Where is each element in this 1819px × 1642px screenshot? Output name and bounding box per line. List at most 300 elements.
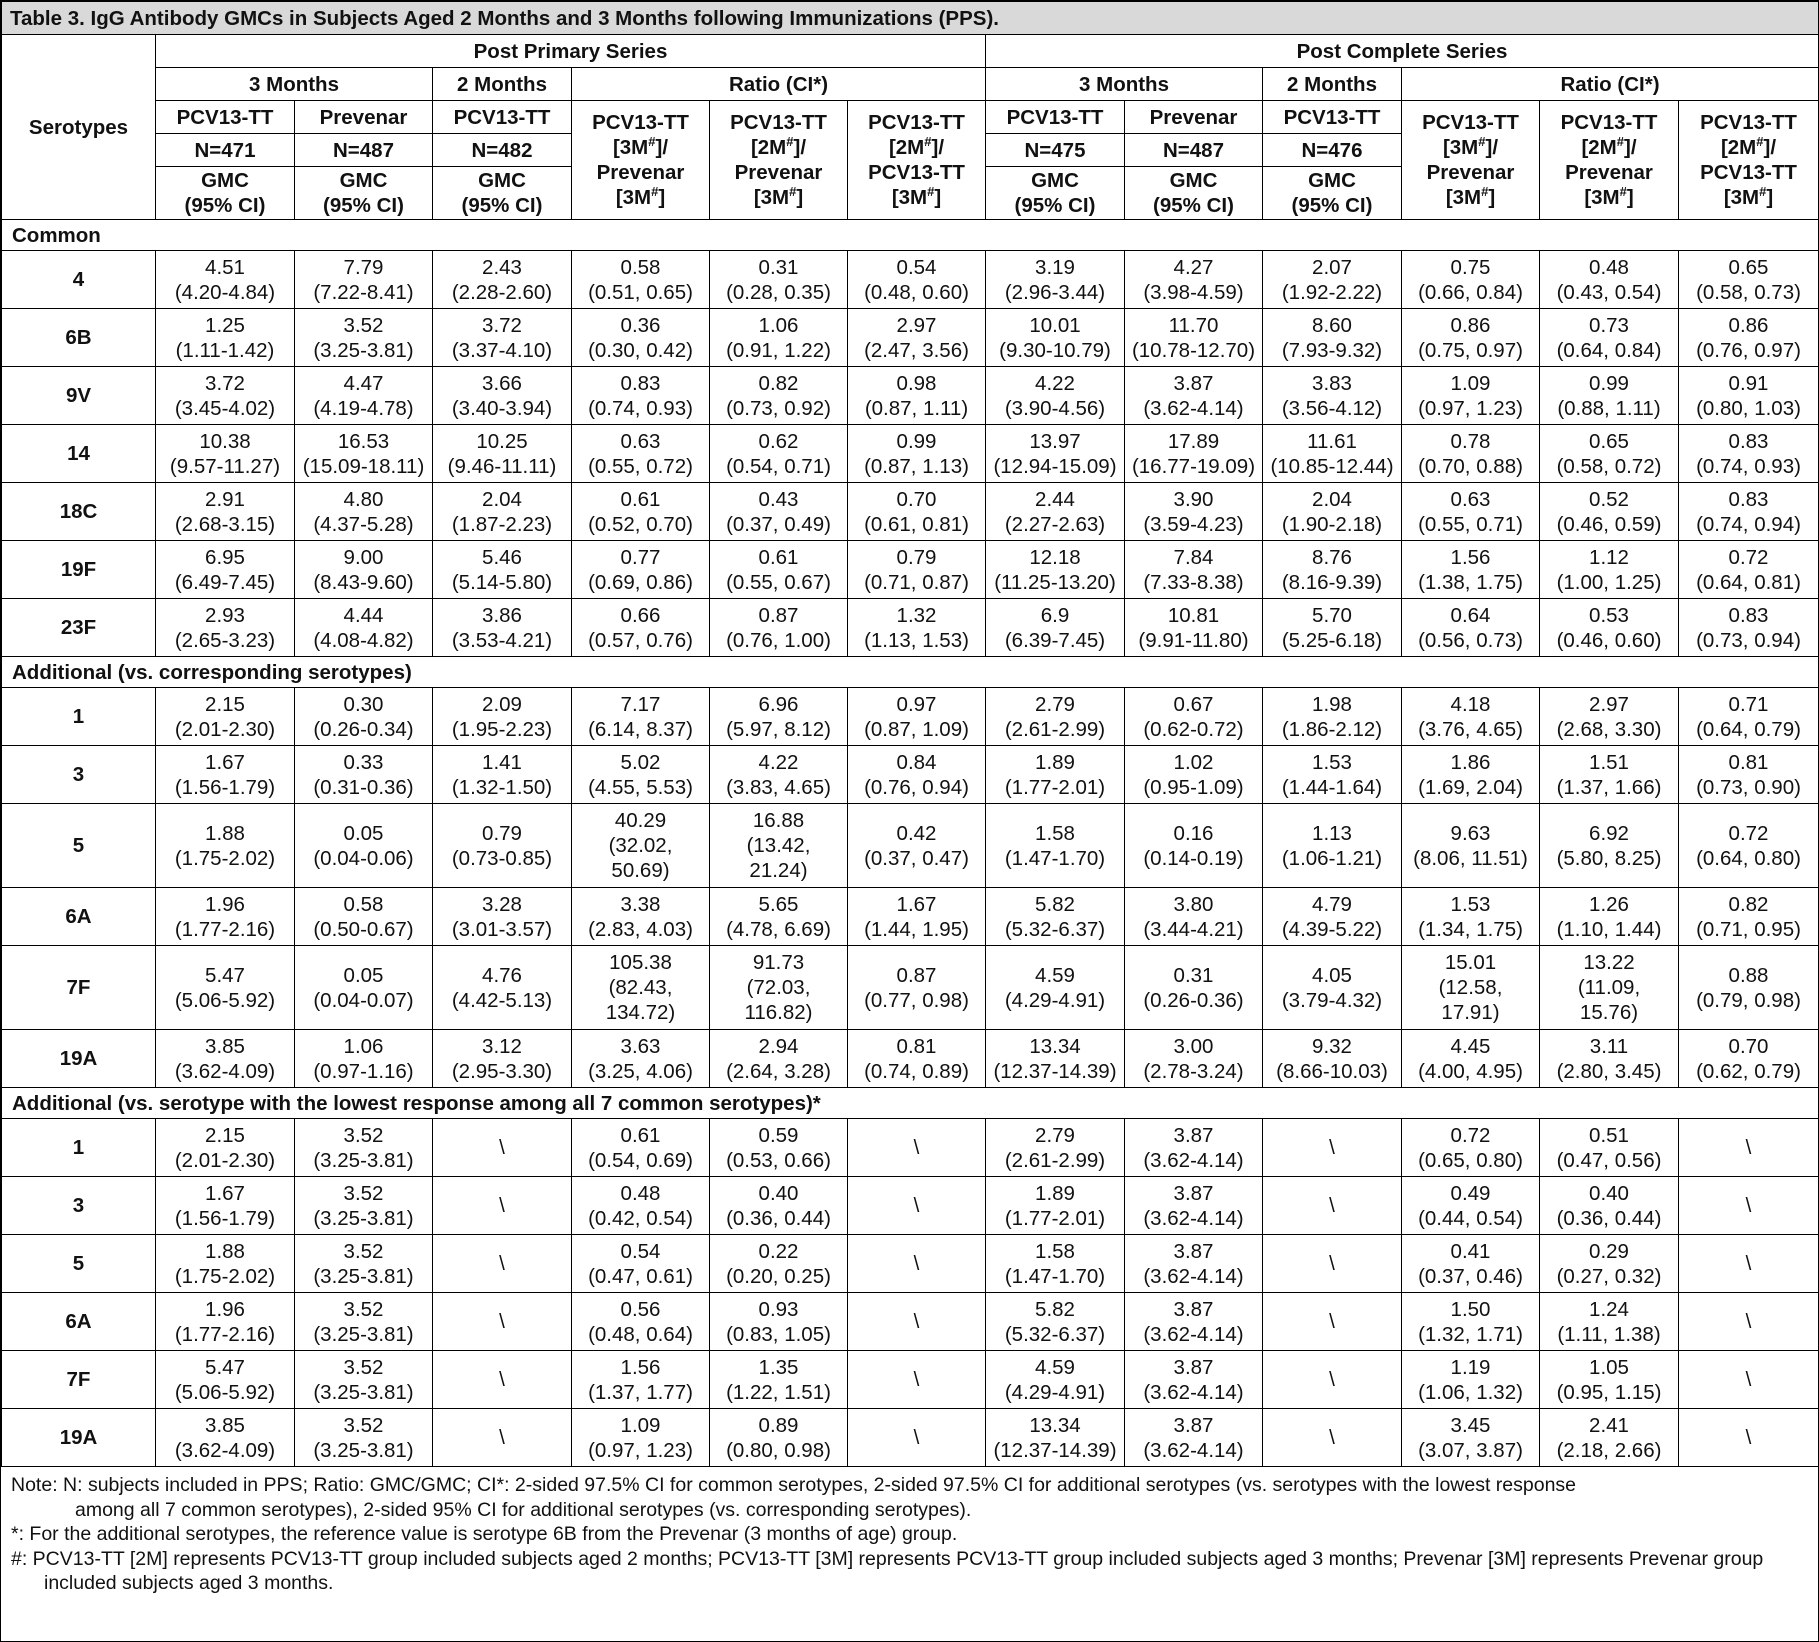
value-cell (1125, 309, 1263, 367)
value-cell (710, 804, 848, 888)
ci-range: (10.85-12.44) (1270, 454, 1394, 478)
gmc-label: GMC (201, 169, 249, 192)
ratio-line-3: Prevenar (596, 161, 685, 184)
gmc-label: GMC (339, 169, 388, 192)
value: 0.70 (1728, 1034, 1769, 1058)
ci-range: (3.98-4.59) (1143, 280, 1244, 304)
table-row (2, 599, 1819, 657)
value-cell (572, 688, 710, 746)
ci-range: (1.44-1.64) (1281, 775, 1383, 799)
value-cell (710, 541, 848, 599)
value: 13.97 (1029, 429, 1081, 453)
ci-range: (4.78, 6.69) (726, 917, 831, 941)
value-cell (572, 1293, 710, 1351)
hash-sup: # (1481, 184, 1489, 200)
pps-pcv-3m-header: PCV13-TT (156, 101, 295, 134)
value: 0.16 (1173, 821, 1214, 845)
value: 0.86 (1728, 313, 1769, 337)
ci-range: (4.20-4.84) (174, 280, 276, 304)
ci-range: (0.73, 0.90) (1696, 775, 1801, 799)
value: 9.32 (1312, 1034, 1352, 1058)
value: 9.63 (1450, 821, 1491, 845)
pps-ratio-col-2-header (710, 101, 848, 220)
value-cell (1679, 599, 1819, 657)
value-cell (1679, 1177, 1819, 1235)
value-cell (1679, 1351, 1819, 1409)
value-cell (1679, 367, 1819, 425)
ci-range: (0.46, 0.60) (1556, 628, 1662, 652)
value-cell (986, 367, 1125, 425)
pps-ratio-col-1-header (572, 101, 710, 220)
ci-range: (6.39-7.45) (1004, 628, 1106, 652)
value-cell (1679, 541, 1819, 599)
value-cell (295, 888, 433, 946)
value: 8.60 (1312, 313, 1352, 337)
ci-range: (0.44, 0.54) (1418, 1206, 1523, 1230)
value-cell (848, 251, 986, 309)
ci-range: 134.72) (605, 1001, 676, 1024)
value-cell (433, 425, 572, 483)
ci-range: (3.59-4.23) (1143, 512, 1244, 536)
table-notes (1, 1467, 1818, 1596)
table-row (2, 1293, 1819, 1351)
value-cell (1402, 367, 1540, 425)
ci-range: (0.54, 0.69) (588, 1148, 693, 1172)
value: 16.88 (752, 809, 805, 832)
value-cell (295, 1293, 433, 1351)
hash-sup: # (786, 134, 794, 150)
value: 3.87 (1173, 1239, 1214, 1263)
ci-range: (0.76, 1.00) (726, 628, 831, 652)
value: 0.86 (1450, 313, 1491, 337)
value-cell (572, 309, 710, 367)
table-row (2, 483, 1819, 541)
value: 5.46 (482, 545, 522, 569)
ratio-line-2b: ]/ (1624, 136, 1637, 159)
ci-range: (2.68, 3.30) (1556, 717, 1662, 741)
value: 2.15 (205, 1123, 245, 1147)
value: 3.63 (620, 1034, 661, 1058)
value: 4.18 (1450, 692, 1491, 716)
value: 16.53 (337, 429, 390, 453)
value: 1.67 (205, 750, 245, 774)
value: \ (1329, 1136, 1335, 1159)
serotype-cell: 6B (2, 309, 156, 367)
value-cell (295, 1177, 433, 1235)
value-cell (986, 1030, 1125, 1088)
ratio-line-2b: ]/ (931, 136, 945, 159)
value-cell (295, 746, 433, 804)
value-cell (848, 367, 986, 425)
value-cell (1402, 425, 1540, 483)
serotype-cell: 1 (2, 688, 156, 746)
ci-range: (5.25-6.18) (1281, 628, 1383, 652)
value-cell (848, 1119, 986, 1177)
section-row (2, 220, 1819, 251)
ratio-line-2a: [2M (1720, 136, 1757, 159)
value-cell (1402, 746, 1540, 804)
ci-range: (3.62-4.14) (1143, 1264, 1244, 1288)
ci-range: (1.06, 1.32) (1418, 1380, 1523, 1404)
value: 0.61 (758, 545, 799, 569)
value-cell (156, 804, 295, 888)
value: 13.34 (1029, 1034, 1081, 1058)
ci-range: (5.32-6.37) (1004, 917, 1106, 941)
ratio-line-2b: ]/ (1485, 136, 1499, 159)
value: 3.72 (205, 371, 245, 395)
value-cell (572, 425, 710, 483)
value: 1.67 (205, 1181, 245, 1205)
value-cell (156, 1351, 295, 1409)
table-row (2, 804, 1819, 888)
ci-range: (1.13, 1.53) (864, 628, 969, 652)
value-cell (295, 483, 433, 541)
value-cell (1679, 251, 1819, 309)
value: 0.83 (1728, 429, 1769, 453)
value: 2.91 (205, 487, 245, 511)
value: 2.41 (1589, 1413, 1629, 1437)
ci-range: (0.56, 0.73) (1418, 628, 1523, 652)
value-cell (1540, 367, 1679, 425)
value: 12.18 (1029, 545, 1081, 569)
ci-range: (5.97, 8.12) (726, 717, 831, 741)
ratio-line-2a: [3M (1442, 136, 1479, 159)
section-row (2, 1088, 1819, 1119)
value-cell (1125, 804, 1263, 888)
value: 0.84 (896, 750, 937, 774)
value: 0.87 (758, 603, 799, 627)
value-cell (710, 946, 848, 1030)
value: 0.30 (343, 692, 384, 716)
value-cell (1679, 483, 1819, 541)
value-cell (1125, 1177, 1263, 1235)
value: 3.85 (205, 1413, 245, 1437)
value-cell (1540, 1409, 1679, 1467)
value: 4.44 (343, 603, 384, 627)
ci-range: (0.48, 0.64) (588, 1322, 693, 1346)
ratio-line-3: Prevenar (734, 161, 823, 184)
ci-range: (2.47, 3.56) (864, 338, 969, 362)
ci-range: (3.25-3.81) (313, 1148, 414, 1172)
ratio-line-4b: ] (1488, 186, 1496, 209)
pps-prevenar-3m-header: Prevenar (295, 101, 433, 134)
value-cell (986, 688, 1125, 746)
ci-label: (95% CI) (323, 194, 404, 217)
ci-range: (4.29-4.91) (1004, 1380, 1106, 1404)
value-cell (1540, 483, 1679, 541)
ci-range: (0.77, 0.98) (864, 988, 969, 1012)
serotype-cell: 1 (2, 1119, 156, 1177)
value-cell (986, 746, 1125, 804)
value: 8.76 (1312, 545, 1352, 569)
value: \ (1745, 1252, 1752, 1275)
value: 5.65 (758, 892, 799, 916)
value-cell (1540, 309, 1679, 367)
value-cell (1125, 888, 1263, 946)
value: 0.83 (1728, 603, 1769, 627)
value-cell (295, 1235, 433, 1293)
ci-range: (8.43-9.60) (313, 570, 414, 594)
value: 1.96 (205, 1297, 245, 1321)
value: 11.61 (1307, 429, 1357, 453)
ci-range: (3.83, 4.65) (726, 775, 831, 799)
value-cell (848, 309, 986, 367)
value: 0.73 (1589, 313, 1629, 337)
ratio-line-1: PCV13-TT (592, 111, 689, 134)
value: \ (1329, 1194, 1335, 1217)
value-cell (710, 1235, 848, 1293)
ci-range: (5.32-6.37) (1004, 1322, 1106, 1346)
ci-range: (9.30-10.79) (999, 338, 1111, 362)
value-cell (1263, 688, 1402, 746)
value-cell (1125, 1409, 1263, 1467)
ci-range: (2.61-2.99) (1004, 717, 1106, 741)
value-cell (1540, 251, 1679, 309)
ci-range: (1.87-2.23) (451, 512, 553, 536)
ci-range: (9.46-11.11) (447, 454, 557, 478)
ci-range: (3.62-4.14) (1143, 1322, 1244, 1346)
value: 0.72 (1728, 545, 1769, 569)
value: 1.56 (620, 1355, 661, 1379)
table-row (2, 541, 1819, 599)
value-cell (572, 888, 710, 946)
value: 7.84 (1173, 545, 1214, 569)
value: 2.09 (482, 692, 522, 716)
ci-range: 21.24) (749, 859, 808, 882)
ci-range: (8.16-9.39) (1281, 570, 1383, 594)
ci-range: (0.57, 0.76) (588, 628, 693, 652)
value-cell (1125, 746, 1263, 804)
value: 0.22 (758, 1239, 799, 1263)
value-cell (1125, 946, 1263, 1030)
value: 2.04 (482, 487, 522, 511)
ci-range: (3.25-3.81) (313, 1322, 414, 1346)
value-cell (433, 541, 572, 599)
value: 6.9 (1040, 603, 1070, 627)
value: 1.53 (1450, 892, 1491, 916)
value: 0.99 (1589, 371, 1629, 395)
ci-range: (0.76, 0.97) (1696, 338, 1801, 362)
value: 4.80 (343, 487, 384, 511)
ratio-line-4b: ] (796, 186, 804, 209)
ci-range: (0.64, 0.84) (1556, 338, 1662, 362)
value: 0.31 (1173, 963, 1214, 987)
ci-range: (9.91-11.80) (1138, 628, 1249, 652)
ci-label: (95% CI) (1153, 194, 1234, 217)
ci-range: (1.34, 1.75) (1418, 917, 1523, 941)
ci-range: (1.47-1.70) (1004, 1264, 1106, 1288)
ci-range: 116.82) (744, 1001, 813, 1024)
ci-range: 50.69) (611, 859, 670, 882)
value-cell (1679, 425, 1819, 483)
value: 6.95 (205, 545, 245, 569)
ci-range: (1.77-2.16) (174, 917, 276, 941)
value: 3.87 (1173, 1181, 1214, 1205)
value: 0.67 (1173, 692, 1214, 716)
ci-range: (0.52, 0.70) (588, 512, 693, 536)
value: 13.22 (1583, 951, 1635, 974)
post-complete-series-header: Post Complete Series (986, 35, 1819, 68)
value-cell (1402, 1351, 1540, 1409)
ci-range: (15.09-18.11) (302, 454, 425, 478)
serotype-cell: 4 (2, 251, 156, 309)
value: 1.88 (205, 1239, 245, 1263)
value-cell (986, 946, 1125, 1030)
hash-sup: # (927, 184, 935, 200)
value: 0.72 (1728, 821, 1769, 845)
value: 3.28 (482, 892, 522, 916)
value: 2.04 (1312, 487, 1352, 511)
ci-range: (0.70, 0.88) (1418, 454, 1523, 478)
value: 3.86 (482, 603, 522, 627)
value: 10.38 (199, 429, 251, 453)
value-cell (572, 1235, 710, 1293)
value: \ (499, 1194, 505, 1217)
ci-range: (8.06, 11.51) (1413, 846, 1528, 870)
value: 0.05 (343, 821, 384, 845)
value-cell (710, 1177, 848, 1235)
value: 0.48 (1589, 255, 1629, 279)
ci-range: (0.76, 0.94) (864, 775, 969, 799)
pps-pcv-2m-header: PCV13-TT (433, 101, 572, 134)
ci-range: (2.64, 3.28) (726, 1059, 831, 1083)
value: \ (499, 1310, 505, 1333)
pps-n-2: N=487 (295, 134, 433, 167)
value: \ (1329, 1310, 1335, 1333)
value-cell (433, 1293, 572, 1351)
value-cell (848, 483, 986, 541)
ci-range: (16.77-19.09) (1131, 454, 1256, 478)
ci-range: (0.48, 0.60) (864, 280, 969, 304)
value: 11.70 (1168, 313, 1219, 337)
ci-range: (3.25-3.81) (313, 1206, 414, 1230)
value-cell (848, 804, 986, 888)
ci-range: (5.06-5.92) (174, 1380, 276, 1404)
value: \ (499, 1136, 505, 1159)
value-cell (295, 251, 433, 309)
ci-range: (0.47, 0.56) (1556, 1148, 1662, 1172)
value-cell (1540, 599, 1679, 657)
value-cell (986, 1177, 1125, 1235)
value: 1.32 (896, 603, 937, 627)
ratio-line-3: PCV13-TT (1700, 161, 1797, 184)
value: 0.91 (1728, 371, 1769, 395)
value: 9.00 (343, 545, 384, 569)
gmc-table (1, 1, 1819, 1467)
value: 13.34 (1029, 1413, 1081, 1437)
ci-range: (0.30, 0.42) (588, 338, 693, 362)
table-row (2, 251, 1819, 309)
value-cell (433, 1409, 572, 1467)
value: 7.17 (620, 692, 661, 716)
value: 1.06 (758, 313, 799, 337)
value-cell (1263, 804, 1402, 888)
value: 10.25 (476, 429, 528, 453)
ci-range: (1.86-2.12) (1281, 717, 1383, 741)
serotype-cell: 5 (2, 804, 156, 888)
pcs-2-months-header: 2 Months (1263, 68, 1402, 101)
value-cell (295, 1409, 433, 1467)
value-cell (1263, 599, 1402, 657)
value-cell (986, 309, 1125, 367)
table-row (2, 1030, 1819, 1088)
value: 1.51 (1589, 750, 1629, 774)
ci-range: (4.00, 4.95) (1418, 1059, 1523, 1083)
ci-range: (0.43, 0.54) (1556, 280, 1662, 304)
value: 2.79 (1035, 1123, 1075, 1147)
value: 1.67 (896, 892, 937, 916)
ci-range: (1.32-1.50) (451, 775, 553, 799)
value-cell (710, 688, 848, 746)
value-cell (572, 1030, 710, 1088)
ci-range: (9.57-11.27) (169, 454, 281, 478)
value-cell (986, 1119, 1125, 1177)
pcs-pcv-3m-header: PCV13-TT (986, 101, 1125, 134)
value-cell (1540, 1119, 1679, 1177)
value: 4.27 (1173, 255, 1214, 279)
ci-range: (0.58, 0.72) (1556, 454, 1662, 478)
ci-range: (5.80, 8.25) (1556, 846, 1662, 870)
ci-range: (3.25-3.81) (313, 1438, 414, 1462)
table-row (2, 425, 1819, 483)
value-cell (1263, 946, 1402, 1030)
value-cell (156, 1293, 295, 1351)
value-cell (1263, 1409, 1402, 1467)
value-cell (1125, 1119, 1263, 1177)
ci-range: (1.22, 1.51) (726, 1380, 831, 1404)
value-cell (156, 309, 295, 367)
value: 4.59 (1035, 963, 1075, 987)
value: 3.52 (343, 1239, 384, 1263)
value-cell (1263, 1351, 1402, 1409)
ci-range: (0.88, 1.11) (1557, 396, 1661, 420)
ci-range: (0.28, 0.35) (726, 280, 831, 304)
ci-range: (2.78-3.24) (1143, 1059, 1244, 1083)
value: 40.29 (614, 809, 667, 832)
value: 0.82 (758, 371, 799, 395)
ci-range: (0.95, 1.15) (1556, 1380, 1662, 1404)
value: 2.93 (205, 603, 245, 627)
serotype-cell: 6A (2, 888, 156, 946)
value: 3.52 (343, 1413, 384, 1437)
value: 1.06 (343, 1034, 384, 1058)
value: 4.05 (1312, 963, 1352, 987)
value: 3.87 (1173, 1297, 1214, 1321)
value: 3.38 (620, 892, 661, 916)
value-cell (986, 1235, 1125, 1293)
ci-range: (72.03, (746, 976, 811, 999)
ratio-line-4b: ] (1766, 186, 1774, 209)
value: 3.72 (482, 313, 522, 337)
ci-range: (1.95-2.23) (451, 717, 553, 741)
value: 5.02 (620, 750, 661, 774)
value: 1.96 (205, 892, 245, 916)
ci-range: (3.62-4.14) (1143, 1148, 1244, 1172)
value-cell (1125, 367, 1263, 425)
value-cell (848, 688, 986, 746)
hash-sup: # (1756, 134, 1764, 150)
table-row (2, 946, 1819, 1030)
value-cell (295, 804, 433, 888)
ratio-line-2a: [2M (750, 136, 787, 159)
value-cell (572, 251, 710, 309)
value-cell (1263, 367, 1402, 425)
value-cell (156, 599, 295, 657)
pps-3-months-header: 3 Months (156, 68, 433, 101)
ci-range: (0.14-0.19) (1143, 846, 1244, 870)
value-cell (710, 888, 848, 946)
ci-range: (3.07, 3.87) (1418, 1438, 1523, 1462)
